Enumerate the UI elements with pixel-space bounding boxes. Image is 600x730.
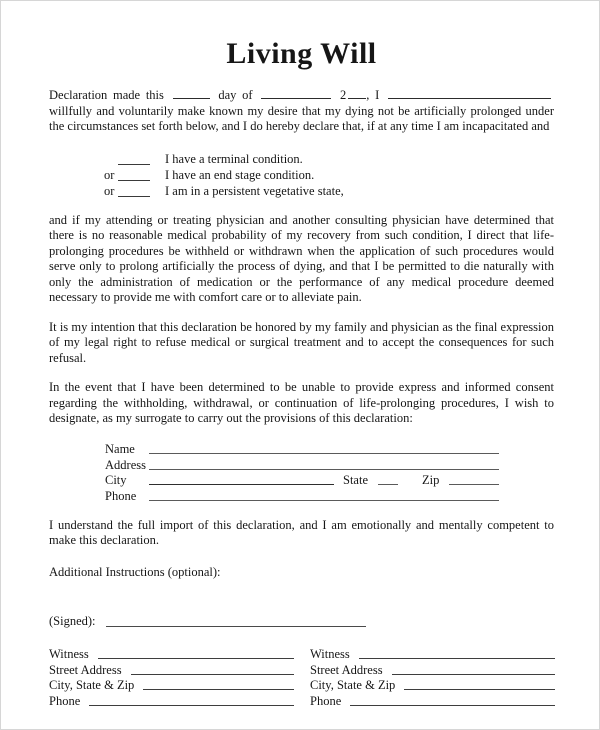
witness2-phone-label: Phone [310, 694, 342, 709]
declaration-lead: Declaration made this [49, 88, 164, 102]
surrogate-zip-line[interactable] [449, 484, 499, 485]
terminal-condition-blank[interactable] [118, 164, 150, 165]
witness2-name-line[interactable] [359, 658, 555, 659]
surrogate-phone-label: Phone [105, 488, 137, 503]
witness1-city-state-zip-row [49, 677, 294, 693]
witness1-city-state-zip-label: City, State & Zip [49, 678, 135, 693]
condition-or-prefix: or [104, 167, 115, 182]
surrogate-city-line[interactable] [149, 484, 334, 485]
witness1-street-row [49, 661, 294, 677]
condition-row-terminal [49, 151, 554, 167]
end-stage-condition-blank[interactable] [118, 180, 150, 181]
condition-options [49, 151, 554, 199]
witness2-city-state-zip-label: City, State & Zip [310, 678, 396, 693]
page-title: Living Will [226, 37, 377, 70]
condition-label: I have an end stage condition. [165, 167, 315, 182]
witness1-phone-line[interactable] [89, 705, 294, 706]
surrogate-address-line[interactable] [149, 469, 499, 470]
witness1-city-state-zip-line[interactable] [143, 689, 294, 690]
surrogate-phone-row [105, 487, 499, 503]
witness2-street-label: Street Address [310, 662, 383, 677]
declaration-paragraph [49, 88, 554, 135]
witness1-name-row [49, 645, 294, 661]
declaration-year-prefix: 2 [340, 88, 347, 102]
intention-paragraph: It is my intention that this declaration be honored by my family and physician as the final expression of my legal right to refuse medical or surgical treatment and to accept the consequences for such refusal. [49, 319, 554, 365]
surrogate-name-label: Name [105, 442, 135, 456]
surrogate-address-row [105, 456, 499, 472]
additional-instructions-label: Additional Instructions (optional): [49, 564, 221, 579]
surrogate-city-row [105, 472, 499, 488]
witness2-city-state-zip-row [310, 677, 555, 693]
witness2-phone-row [310, 692, 555, 708]
witness2-city-state-zip-line[interactable] [404, 689, 555, 690]
surrogate-designation-paragraph: In the event that I have been determined to be unable to provide express and informed consent regarding the withholding, withdrawal, or continuation of life-prolonging procedures, I wish to designate, as my surrogate to carry out the provisions of this declaration: [49, 380, 554, 425]
witness2-phone-line[interactable] [350, 705, 555, 706]
declaration-day-of: day of [218, 88, 253, 102]
surrogate-state-line[interactable] [378, 484, 398, 485]
vegetative-state-blank[interactable] [118, 196, 150, 197]
surrogate-phone-line[interactable] [149, 500, 499, 501]
condition-label: I have a terminal condition. [165, 151, 303, 166]
condition-label: I am in a persistent vegetative state, [165, 183, 344, 198]
signature-line[interactable] [106, 626, 366, 627]
witness-section [49, 645, 554, 708]
surrogate-city-label: City [105, 473, 127, 487]
surrogate-name-line[interactable] [149, 453, 499, 454]
physician-determination-paragraph: and if my attending or treating physician and another consulting physician have determined that there is no reasonable medical probability of my recovery from such condition, I direct that life-prolonging procedures be withheld or withdrawn when the application of such procedures would serve only to prolong artificially the process of dying, and that I be permitted to die naturally with only the administration of medication or the performance of any medical procedure deemed necessary to provide me with comfort care or to alleviate pain. [49, 212, 554, 304]
surrogate-zip-label: Zip [422, 473, 440, 487]
day-blank[interactable] [173, 88, 210, 99]
surrogate-state-label: State [343, 473, 368, 487]
condition-or-prefix: or [104, 183, 115, 198]
witness2-name-row [310, 645, 555, 661]
witness1-name-line[interactable] [98, 658, 294, 659]
month-blank[interactable] [261, 88, 331, 99]
declarant-name-blank[interactable] [388, 88, 551, 99]
witness1-phone-label: Phone [49, 694, 81, 709]
witness2-street-row [310, 661, 555, 677]
witness-column-right [310, 645, 555, 708]
condition-row-vegetative [49, 183, 554, 199]
signature-row [49, 612, 554, 628]
surrogate-address-label: Address [105, 457, 146, 472]
surrogate-fields [105, 441, 499, 503]
declaration-body: willfully and voluntarily make known my desire that my dying not be artificially prolonged under the circumstances set forth below, and I do hereby declare that, if at any time I am incapacitated and [49, 103, 554, 133]
witness2-name-label: Witness [310, 646, 350, 661]
witness1-street-label: Street Address [49, 662, 122, 677]
witness-column-left [49, 645, 294, 708]
competence-paragraph: I understand the full import of this declaration, and I am emotionally and mentally competent to make this declaration. [49, 517, 554, 547]
witness1-street-line[interactable] [131, 674, 294, 675]
signed-label: (Signed): [49, 614, 96, 628]
declaration-comma-i: , I [366, 88, 380, 102]
witness1-name-label: Witness [49, 646, 89, 661]
witness2-street-line[interactable] [392, 674, 555, 675]
surrogate-name-row [105, 441, 499, 457]
witness1-phone-row [49, 692, 294, 708]
condition-row-end-stage [49, 167, 554, 183]
year-blank[interactable] [348, 88, 366, 99]
